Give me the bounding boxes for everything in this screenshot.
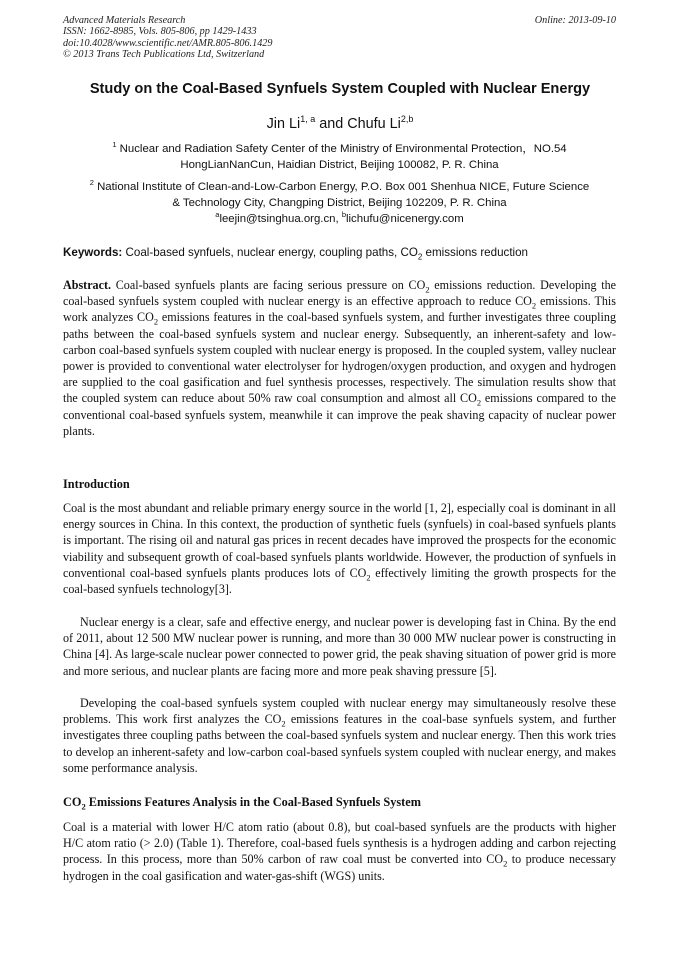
author-1: Jin Li — [266, 115, 301, 132]
affiliation-2 — [63, 175, 616, 211]
author-conjunction: and — [315, 115, 348, 132]
section-2-heading-pre: CO — [63, 795, 82, 809]
author-emails — [63, 210, 616, 225]
section-2-heading-sub: 2 — [81, 801, 86, 812]
affiliation-1-number: 1 — [112, 140, 117, 149]
abstract-sub-2: 2 — [531, 300, 537, 311]
section-2-heading-post: Emissions Features Analysis in the Coal-Based Synfuels System — [85, 795, 421, 809]
section-2-p1-tail: to produce necessary hydrogen in the coal gasification and water-gas-shift (WGS) units. — [63, 852, 616, 883]
abstract-text-1: Coal-based synfuels plants are facing serious pressure on CO — [111, 278, 426, 292]
abstract-sub-4: 2 — [476, 397, 482, 408]
author-2-marks: 2,b — [400, 114, 414, 124]
intro-p1-text: Coal is the most abundant and reliable primary energy source in the world [1, 2], especially coal is dominant in all energy sources in China. In this context, the production of synthetic fuels (synfuels) in coal-based synfuels plants is important. The rising oil and natural gas prices in recent decades have improved the prospects for the economic viability and subsequent growth of coal-based synfuels plants worldwide. However, the production of synfuels in conventional coal-based synfuels plants produces lots of CO — [63, 501, 616, 580]
issn-line: ISSN: 1662-8985, Vols. 805-806, pp 1429-1433 — [63, 26, 257, 38]
affiliation-1 — [63, 137, 616, 173]
abstract-sub-1: 2 — [425, 284, 430, 295]
intro-p3-text: Developing the coal-based synfuels system coupled with nuclear energy may simultaneously resolve these problems. This work first analyzes the CO — [63, 696, 616, 727]
abstract-text-4: emissions features in the coal-based synfuels system, and further investigates three coupling paths between the coal-based synfuels system and nuclear energy. Subsequently, an inherent-safety and low-carbon coal-based synfuels system coupled with nuclear energy is proposed. In the coupled system, valley nuclear power is provided to conventional water electrolyser for hydrogen/oxygen production, and oxygen and hydrogen are supplied to the coal gasification and fuel synthesis processes, respectively. The simulation results show that the coupled system can reduce about 50% raw coal consumption and almost all CO — [63, 310, 616, 406]
affiliation-2-line-1: National Institute of Clean-and-Low-Carbon Energy, P.O. Box 001 Shenhua NICE, Future Science — [93, 180, 590, 193]
abstract-text-5: emissions compared to the conventional coal-based synfuels system, meanwhile it can improve the peak shaving capacity of nuclear power plants. — [63, 391, 616, 438]
author-1-marks: 1, a — [300, 114, 316, 124]
abstract-paragraph — [63, 277, 616, 439]
email-a: leejin@tsinghua.org.cn, — [219, 212, 342, 225]
section-2-p1-sub: 2 — [503, 858, 508, 869]
email-b: lichufu@nicenergy.com — [346, 212, 464, 225]
introduction-paragraph-2: Nuclear energy is a clear, safe and effective energy, and nuclear power is developing fast in China. By the end of 2011, about 12 500 MW nuclear power is running, and more than 30 000 MW nuclear power is constructing in China [4]. As large-scale nuclear power connected to power grid, the peak shaving situation of power grid is more and more serious, and nuclear plants are facing more and more peak shaving pressure [5]. — [63, 615, 616, 678]
intro-p3-tail: emissions features in the coal-base synfuels system, and further investigates three coupling paths between the coal-based synfuels system and nuclear energy. Then this work tries to develop an inherent-safety and low-carbon coal-based synfuels system coupled with nuclear energy, and makes some performance analysis. — [63, 712, 616, 775]
introduction-heading: Introduction — [63, 477, 130, 491]
abstract-sub-3: 2 — [153, 316, 159, 327]
email-a-mark: a — [215, 210, 220, 219]
introduction-paragraph-3 — [63, 695, 616, 776]
introduction-paragraph-1 — [63, 500, 616, 597]
intro-p1-tail: effectively limiting the growth prospects for the coal-based synfuels technology[3]. — [63, 565, 616, 597]
intro-p3-sub: 2 — [281, 718, 286, 729]
journal-header — [63, 15, 616, 61]
affiliation-1-line-2: HongLianNanCun, Haidian District, Beijing 100082, P. R. China — [180, 158, 499, 171]
section-2-paragraph-1 — [63, 819, 616, 884]
intro-p1-sub: 2 — [366, 572, 371, 583]
keywords-tail: emissions reduction — [422, 246, 529, 259]
author-2: Chufu Li — [347, 115, 401, 132]
keywords-subscript: 2 — [417, 252, 423, 262]
online-date: Online: 2013-09-10 — [534, 15, 616, 26]
affiliation-2-line-2: & Technology City, Changping District, Beijing 102209, P. R. China — [172, 196, 507, 209]
abstract-text-3: emissions. This work analyzes CO — [63, 294, 616, 325]
email-b-mark: b — [341, 210, 346, 219]
section-2-heading — [63, 795, 421, 811]
copyright-line: © 2013 Trans Tech Publications Ltd, Switzerland — [63, 49, 265, 61]
keywords-text: Coal-based synfuels, nuclear energy, coupling paths, CO — [122, 246, 418, 259]
doi-line: doi:10.4028/www.scientific.net/AMR.805-806.1429 — [63, 37, 273, 49]
author-line — [40, 114, 640, 132]
keywords-line — [63, 246, 616, 261]
abstract-text-2: emissions reduction. Developing the coal-based synfuels system coupled with nuclear energy is an effective approach to reduce CO — [63, 278, 616, 309]
affiliation-2-number: 2 — [89, 178, 94, 187]
keywords-label: Keywords: — [63, 246, 123, 259]
abstract-label: Abstract. — [63, 278, 112, 292]
affiliation-1-line-1: Nuclear and Radiation Safety Center of the Ministry of Environmental Protection，NO.54 — [116, 142, 567, 155]
paper-title: Study on the Coal-Based Synfuels System Coupled with Nuclear Energy — [89, 81, 591, 97]
journal-name: Advanced Materials Research — [63, 15, 186, 26]
section-2-p1-text: Coal is a material with lower H/C atom ratio (about 0.8), but coal-based synfuels are the products with higher H/C atom ratio (> 2.0) (Table 1). Therefore, coal-based fuels synthesis is a hydrogen adding and carbon rejecting process. In this process, more than 50% carbon of raw coal must be converted into CO — [63, 820, 616, 867]
